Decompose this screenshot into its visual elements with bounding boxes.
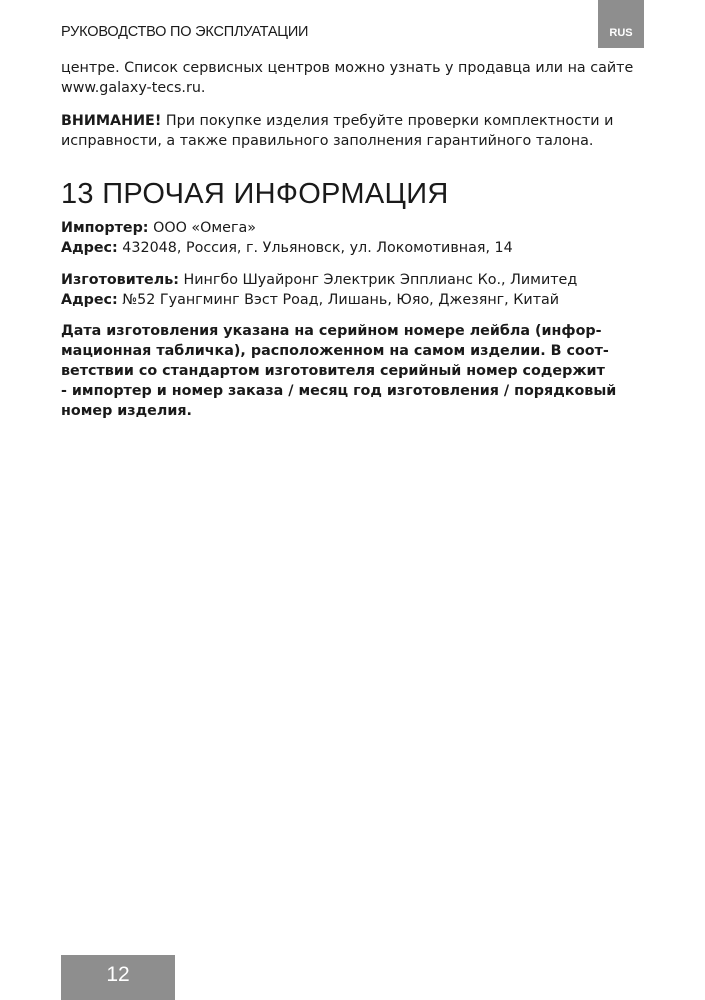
manufacturer-label: Изготовитель:: [61, 272, 179, 288]
warning-label: ВНИМАНИЕ!: [61, 113, 162, 129]
warning-line-2: исправности, а также правильного заполнения гарантийного талона.: [61, 133, 594, 149]
page-number: 12: [106, 963, 130, 986]
production-date-note: [61, 321, 651, 421]
intro-line-2: www.galaxy-tecs.ru.: [61, 80, 206, 96]
warning-paragraph: [61, 111, 651, 151]
importer-block: [61, 218, 651, 258]
production-note-line-3: ветствии со стандартом изготовителя серийный номер содержит: [61, 363, 605, 379]
production-note-line-2: мационная табличка), расположенном на самом изделии. В соот-: [61, 343, 609, 359]
importer-address-value: 432048, Россия, г. Ульяновск, ул. Локомотивная, 14: [117, 240, 513, 256]
importer-line: [61, 218, 651, 238]
production-note-line-5: номер изделия.: [61, 403, 192, 419]
manufacturer-line: [61, 270, 651, 290]
document-header-title: РУКОВОДСТВО ПО ЭКСПЛУАТАЦИИ: [61, 24, 309, 40]
manufacturer-block: [61, 270, 651, 310]
intro-line-1: центре. Список сервисных центров можно узнать у продавца или на сайте: [61, 60, 634, 76]
importer-address-label: Адрес:: [61, 240, 118, 256]
language-tab: RUS: [598, 0, 644, 48]
importer-value: ООО «Омега»: [148, 220, 256, 236]
intro-paragraph: [61, 58, 651, 98]
manufacturer-address-line: [61, 290, 651, 310]
production-note-line-1: Дата изготовления указана на серийном номере лейбла (инфор-: [61, 323, 602, 339]
production-note-line-4: - импортер и номер заказа / месяц год изготовления / порядковый: [61, 383, 617, 399]
manufacturer-address-value: №52 Гуангминг Вэст Роад, Лишань, Юяо, Джезянг, Китай: [117, 292, 560, 308]
importer-label: Импортер:: [61, 220, 149, 236]
warning-line-1-text: При покупке изделия требуйте проверки комплектности и: [161, 113, 614, 129]
manufacturer-value: Нингбо Шуайронг Электрик Эпплианс Ко., Лимитед: [178, 272, 578, 288]
section-heading: 13 ПРОЧАЯ ИНФОРМАЦИЯ: [61, 178, 449, 210]
importer-address-line: [61, 238, 651, 258]
page-number-box: [61, 955, 175, 1000]
warning-line-1: [61, 111, 651, 131]
manufacturer-address-label: Адрес:: [61, 292, 118, 308]
